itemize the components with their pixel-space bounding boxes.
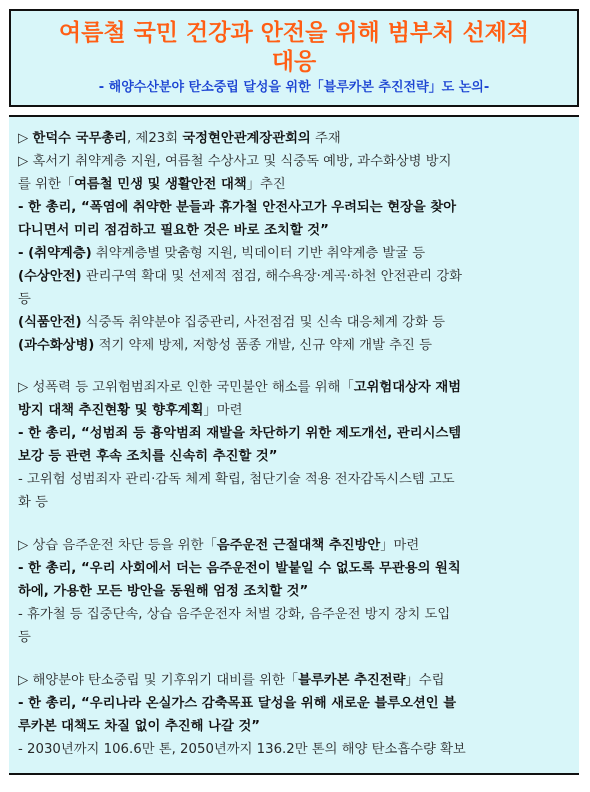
section-2-detail-2: 화 등 — [18, 495, 48, 510]
main-title — [11, 19, 577, 77]
item-food-safety — [18, 312, 573, 334]
pm-quote-2-line-2: 보강 등 관련 후속 조치를 신속히 추진할 것” — [18, 449, 278, 464]
item-water-safety — [18, 266, 573, 288]
section-4-headline — [18, 670, 573, 692]
item-text: 취약계층별 맞춤형 지원, 빅데이터 기반 취약계층 발굴 등 — [91, 246, 426, 261]
section-1-line-3 — [18, 174, 573, 196]
bullet: ▷ — [18, 131, 29, 146]
item-label: (식품안전) — [18, 315, 82, 330]
drunk-driving-plan: 음주운전 근절대책 추진방안 — [216, 538, 381, 553]
item-label: (수상안전) — [18, 269, 82, 284]
plan-title-part-2: 방지 대책 추진현황 및 향후계획 — [18, 403, 204, 418]
pm-quote-3-line-2: 하에, 가용한 모든 방안을 동원해 엄정 조치할 것” — [18, 584, 309, 599]
pm-name: 한덕수 국무총리 — [32, 131, 128, 146]
summary-box — [9, 115, 579, 775]
pm-quote-4-line-1: - 한 총리, “우리나라 온실가스 감축목표 달성을 위해 새로운 블루오션인 블 — [18, 696, 457, 711]
section-2-headline — [18, 377, 573, 399]
title-box — [9, 9, 579, 107]
item-vulnerable-groups — [18, 243, 573, 265]
pm-quote-1-line-2: 다니면서 미리 점검하고 필요한 것은 바로 조치할 것” — [18, 223, 329, 238]
subtitle: - 해양수산분야 탄소중립 달성을 위한「블루카본 추진전략」도 논의- — [98, 80, 490, 95]
item-text: 관리구역 확대 및 선제적 점검, 해수욕장·계곡·하천 안전관리 강화 — [81, 269, 463, 284]
headline-suffix: 주재 — [310, 131, 341, 146]
text: ▷ 해양분야 탄소중립 및 기후위기 대비를 위한「 — [18, 673, 299, 688]
section-1-line-2: ▷ 혹서기 취약계층 지원, 여름철 수상사고 및 식중독 예방, 과수화상병 방지 — [18, 154, 452, 169]
section-3-detail-2: 등 — [18, 630, 31, 645]
plan-title-part-1: 고위험대상자 재범 — [353, 380, 462, 395]
section-3-headline — [18, 535, 573, 557]
section-4-detail-1: - 2030년까지 106.6만 톤, 2050년까지 136.2만 톤의 해양 탄소흡수량 확보 — [18, 742, 466, 757]
blue-carbon-strategy: 블루카본 추진전략 — [298, 673, 406, 688]
item-label: (과수화상병) — [18, 338, 95, 353]
text: 를 위한「 — [18, 177, 75, 192]
text: ▷ 상습 음주운전 차단 등을 위한「 — [18, 538, 217, 553]
item-fire-blight — [18, 335, 573, 357]
text: 」추진 — [246, 177, 286, 192]
meeting-number: , 제23회 — [127, 131, 183, 146]
pm-quote-3-line-1: - 한 총리, “우리 사회에서 더는 음주운전이 발붙일 수 없도록 무관용의 원칙 — [18, 561, 461, 576]
item-text: 식중독 취약분야 집중관리, 사전점검 및 신속 대응체계 강화 등 — [81, 315, 445, 330]
pm-quote-4-line-2: 루카본 대책도 차질 없이 추진해 나갈 것” — [18, 719, 261, 734]
main-title-line-2: 대응 — [271, 49, 317, 75]
meeting-name: 국정현안관계장관회의 — [182, 131, 311, 146]
main-title-line-1: 여름철 국민 건강과 안전을 위해 범부처 선제적 — [58, 20, 530, 46]
item-water-safety-cont: 등 — [18, 292, 31, 307]
pm-quote-1-line-1: - 한 총리, “폭염에 취약한 분들과 휴가철 안전사고가 우려되는 현장을 찾아 — [18, 200, 457, 215]
item-text: 적기 약제 방제, 저항성 품종 개발, 신규 약제 개발 추진 등 — [94, 338, 432, 353]
text: 」마련 — [380, 538, 420, 553]
pm-quote-2-line-1: - 한 총리, “성범죄 등 흉악범죄 재발을 차단하기 위한 제도개선, 관리시스템 — [18, 426, 462, 441]
item-label: - (취약계층) — [18, 246, 92, 261]
section-3-detail-1: - 휴가철 등 집중단속, 상습 음주운전자 처벌 강화, 음주운전 방지 장치 도입 — [18, 607, 451, 622]
text: 」마련 — [203, 403, 243, 418]
text: ▷ 성폭력 등 고위험범죄자로 인한 국민불안 해소를 위해「 — [18, 380, 354, 395]
section-2-detail-1: - 고위험 성범죄자 관리·감독 체계 확립, 첨단기술 적용 전자감독시스템 고도 — [18, 472, 455, 487]
summer-safety-measures: 여름철 민생 및 생활안전 대책 — [74, 177, 247, 192]
section-1-headline — [18, 128, 573, 150]
press-release — [9, 9, 583, 775]
text: 」수립 — [405, 673, 445, 688]
section-2-line-2 — [18, 400, 573, 422]
